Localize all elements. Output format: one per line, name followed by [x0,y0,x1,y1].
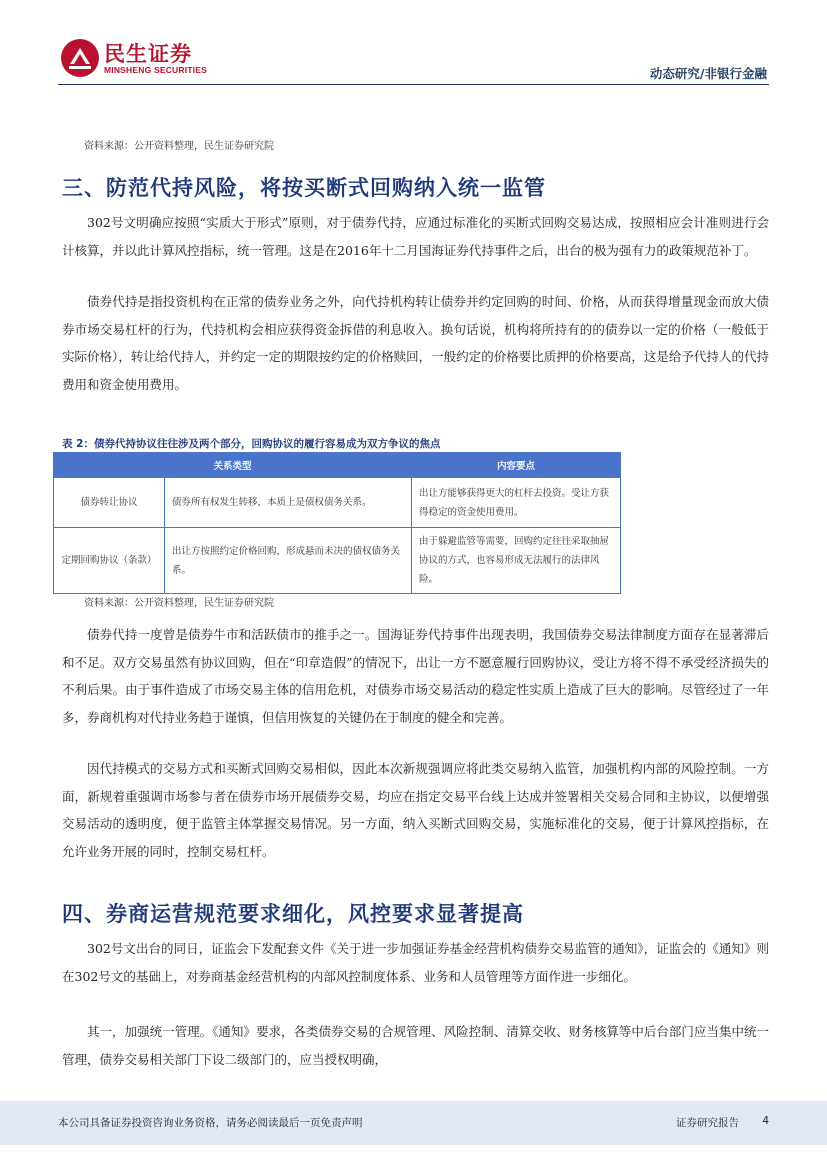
report-category: 动态研究/非银行金融 [649,66,767,81]
relationship-table [53,452,621,594]
table-header-type: 关系类型 [54,453,412,478]
table-cell-type: 债券转让协议 [54,478,165,528]
page-number: 4 [762,1115,769,1127]
section-heading-3: 三、防范代持风险，将按买断式回购纳入统一监管 [62,176,546,200]
minsheng-logo-icon [60,38,100,78]
paragraph: 因代持模式的交易方式和买断式回购交易相似，因此本次新规强调应将此类交易纳入监管，加强机构内部的风险控制。一方面，新规着重强调市场参与者在债券市场开展债券交易，均应在指定交易平台线上达成并签署相关交易合同和主协议，以便增强交易活动的透明度，便于监管主体掌握交易情况。另一方面，纳入买断式回购交易，实施标准化的交易，便于计算风控指标，在允许业务开展的同时，控制交易杠杆。 [62,761,769,859]
paragraph: 302号文明确应按照“实质大于形式”原则，对于债券代持，应通过标准化的买断式回购交易达成，按照相应会计准则进行会计核算，并以此计算风控指标，统一管理。这是在2016年十二月国海证券代持事件之后，出台的极为强有力的政策规范补丁。 [62,215,769,258]
table-header-row [54,453,621,478]
paragraph: 债券代持是指投资机构在正常的债券业务之外，向代持机构转让债券并约定回购的时间、价格，从而获得增量现金而放大债券市场交易杠杆的行为，代持机构会相应获得资金拆借的利息收入。换句话说，机构将所持有的的债券以一定的价格（一般低于实际价格），转让给代持人，并约定一定的期限按约定的价格赎回，一般约定的价格要比质押的价格要高，这是给予代持人的代持费用和资金使用费用。 [62,294,769,392]
table-cell-points: 由于躲避监管等需要，回购约定往往采取抽屉协议的方式，也容易形成无法履行的法律风险。 [412,528,621,594]
footer-report-type: 证券研究报告 [676,1117,739,1129]
footer-disclaimer: 本公司具备证券投资咨询业务资格，请务必阅读最后一页免责声明 [58,1117,363,1129]
source-note-table: 资料来源：公开资料整理，民生证券研究院 [84,598,274,609]
paragraph: 其一，加强统一管理。《通知》要求，各类债券交易的合规管理、风险控制、清算交收、财务核算等中后台部门应当集中统一管理，债券交易相关部门下设二级部门的，应当授权明确， [62,1024,769,1067]
logo-text-en: MINSHENG SECURITIES [104,65,207,75]
table-cell-type: 定期回购协议（条款） [54,528,165,594]
company-logo [60,38,220,82]
table-cell-relation: 出让方按照约定价格回购，形成悬而未决的债权债务关系。 [165,528,412,594]
section-heading-4: 四、券商运营规范要求细化，风控要求显著提高 [62,902,524,926]
table-row [54,528,621,594]
paragraph: 302号文出台的同日，证监会下发配套文件《关于进一步加强证券基金经营机构债券交易监管的通知》，证监会的《通知》则在302号文的基础上，对券商基金经营机构的内部风控制度体系、业务和人员管理等方面作进一步细化。 [62,941,769,984]
page-header [0,0,827,90]
logo-text-cn: 民生证券 [104,42,192,66]
table-header-points: 内容要点 [412,453,621,478]
header-divider [58,84,769,85]
table-cell-points: 出让方能够获得更大的杠杆去投资。受让方获得稳定的资金使用费用。 [412,478,621,528]
table-caption: 表 2：债券代持协议往往涉及两个部分，回购协议的履行容易成为双方争议的焦点 [62,438,441,450]
page-footer [0,1101,827,1145]
table-row [54,478,621,528]
paragraph: 债券代持一度曾是债券牛市和活跃债市的推手之一。国海证券代持事件出现表明，我国债券交易法律制度方面存在显著滞后和不足。双方交易虽然有协议回购，但在“印章造假”的情况下，出让一方不愿意履行回购协议，受让方将不得不承受经济损失的不利后果。由于事件造成了市场交易主体的信用危机，对债券市场交易活动的稳定性实质上造成了巨大的影响。尽管经过了一年多，券商机构对代持业务趋于谨慎，但信用恢复的关键仍在于制度的健全和完善。 [62,627,769,725]
table-cell-relation: 债券所有权发生转移，本质上是债权债务关系。 [165,478,412,528]
source-note-top: 资料来源：公开资料整理，民生证券研究院 [84,141,274,152]
